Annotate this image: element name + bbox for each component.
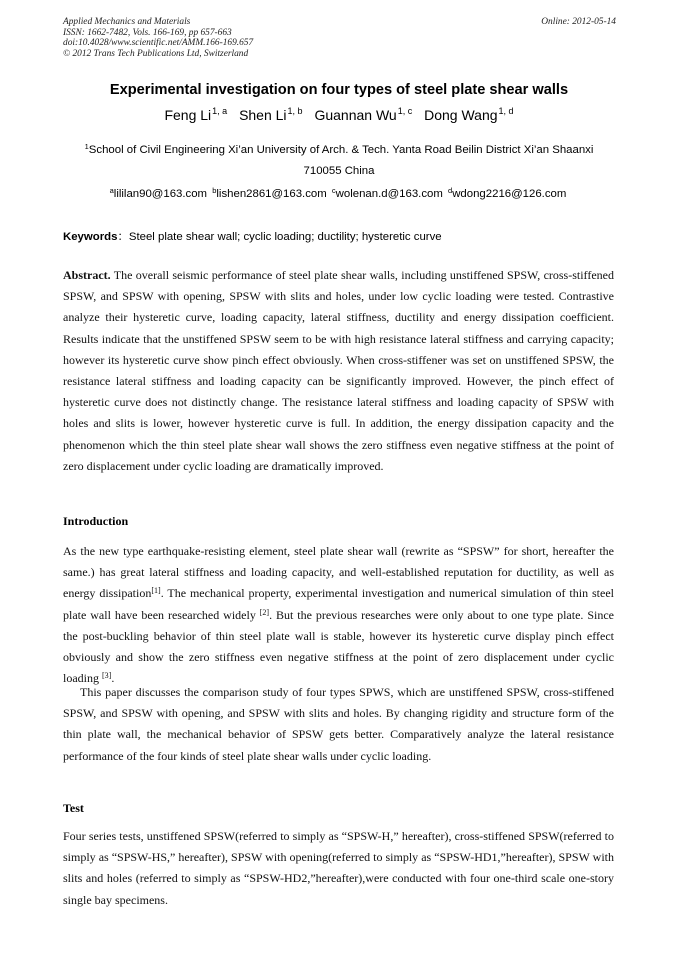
introduction-paragraph: This paper discusses the comparison study of four types SPWS, which are unstiffened SPSW, cross-stiffened SPSW, and SPSW with opening, and SPSW with slits and holes. By changing rigidity and structure form of the thin plate wall, the mechanical behavior of SPSW gets better. Comparatively analyze the lateral resistance performance of the four kinds of steel plate shear walls under cyclic loading. <box>63 685 614 763</box>
abstract <box>63 265 614 477</box>
abstract-label: Abstract. <box>63 268 111 282</box>
journal-name: Applied Mechanics and Materials <box>63 17 191 27</box>
citation: [3] <box>102 671 112 681</box>
abstract-text: The overall seismic performance of steel plate shear walls, including unstiffened SPSW, cross-stiffened SPSW, and SPSW with opening, SPSW with slits and holes, under low cyclic loading were tested. Contrastive analyze their hysteretic curve, loading capacity, lateral stiffness, ductility and energy dissipation coefficient. Results indicate that the unstiffened SPSW seem to be with high resistance lateral stiffness and carrying capacity; however its hysteretic curve show pinch effect obviously. When cross-stiffener was set on unstiffened SPSW, the resistance lateral stiffness and loading capacity can be significantly improved. However, the pinch effect of hysteretic curve does not distinctly change. The resistance lateral stiffness and loading capacity of SPSW with holes and slits is lower, however hysteretic curve is full. In addition, the energy dissipation capacity and the phenomenon which the thin steel plate shear wall shows the zero stiffness even negative stiffness at the point of zero displacement under cyclic loading are dramatically improved. <box>63 268 614 473</box>
introduction-paragraph: As the new type earthquake-resisting element, steel plate shear wall (rewrite as “SPSW” for short, hereafter the same.) has great lateral stiffness and loading capacity, and well-established reputation for ductility, as well as energy dissipation[1]. The mechanical property, experimental investigation and numerical simulation of thin steel plate wall have been researched widely [2]. But the previous researches were only about to one type plate. Since the post-buckling behavior of thin steel plate wall is stable, however its hysteretic curve display pinch effect obviously and show the zero stiffness even negative stiffness at the point of zero displacement under cyclic loading [3]. <box>63 544 614 686</box>
online-date: Online: 2012-05-14 <box>541 17 616 27</box>
citation: [1] <box>151 586 161 596</box>
citation: [2] <box>259 607 270 617</box>
author-emails <box>0 186 678 200</box>
email: $^a$lililan90@163.com <box>109 186 208 200</box>
author: Feng Li$^{1, a}$ <box>164 106 228 123</box>
affiliation: $^1$School of Civil Engineering Xi’an University of Arch. & Tech. Yanta Road Beilin District Xi’an Shaanxi 710055 China <box>84 142 594 177</box>
paper-title: Experimental investigation on four types of steel plate shear walls <box>109 82 569 98</box>
email: $^b$lishen2861@163.com <box>212 186 327 200</box>
author: Guannan Wu$^{1, c}$ <box>314 106 413 123</box>
test-paragraph: Four series tests, unstiffened SPSW(referred to simply as “SPSW-H,” hereafter), cross-stiffened SPSW(referred to simply as “SPSW-HS,” hereafter), SPSW with opening(referred to simply as “SPSW-HD1,”hereafter), SPSW with slits and holes (referred to simply as “SPSW-HD2,”hereafter),were conducted with four one-third scale one-story single bay specimens. <box>63 829 614 907</box>
section-heading-test: Test <box>63 801 84 815</box>
copyright-line: © 2012 Trans Tech Publications Ltd, Switzerland <box>63 48 249 59</box>
email: $^d$wdong2216@126.com <box>448 186 567 200</box>
author-list <box>0 106 678 123</box>
journal-meta <box>63 17 253 59</box>
author: Dong Wang$^{1, d}$ <box>424 106 514 123</box>
doi-line: doi:10.4028/www.scientific.net/AMM.166-169.657 <box>63 38 254 49</box>
section-heading-introduction: Introduction <box>63 514 129 528</box>
issn-line: ISSN: 1662-7482, Vols. 166-169, pp 657-663 <box>63 27 232 38</box>
author: Shen Li$^{1, b}$ <box>239 106 303 123</box>
keywords: Keywords：Steel plate shear wall; cyclic loading; ductility; hysteretic curve <box>63 231 442 243</box>
email: $^c$wolenan.d@163.com <box>331 186 443 200</box>
